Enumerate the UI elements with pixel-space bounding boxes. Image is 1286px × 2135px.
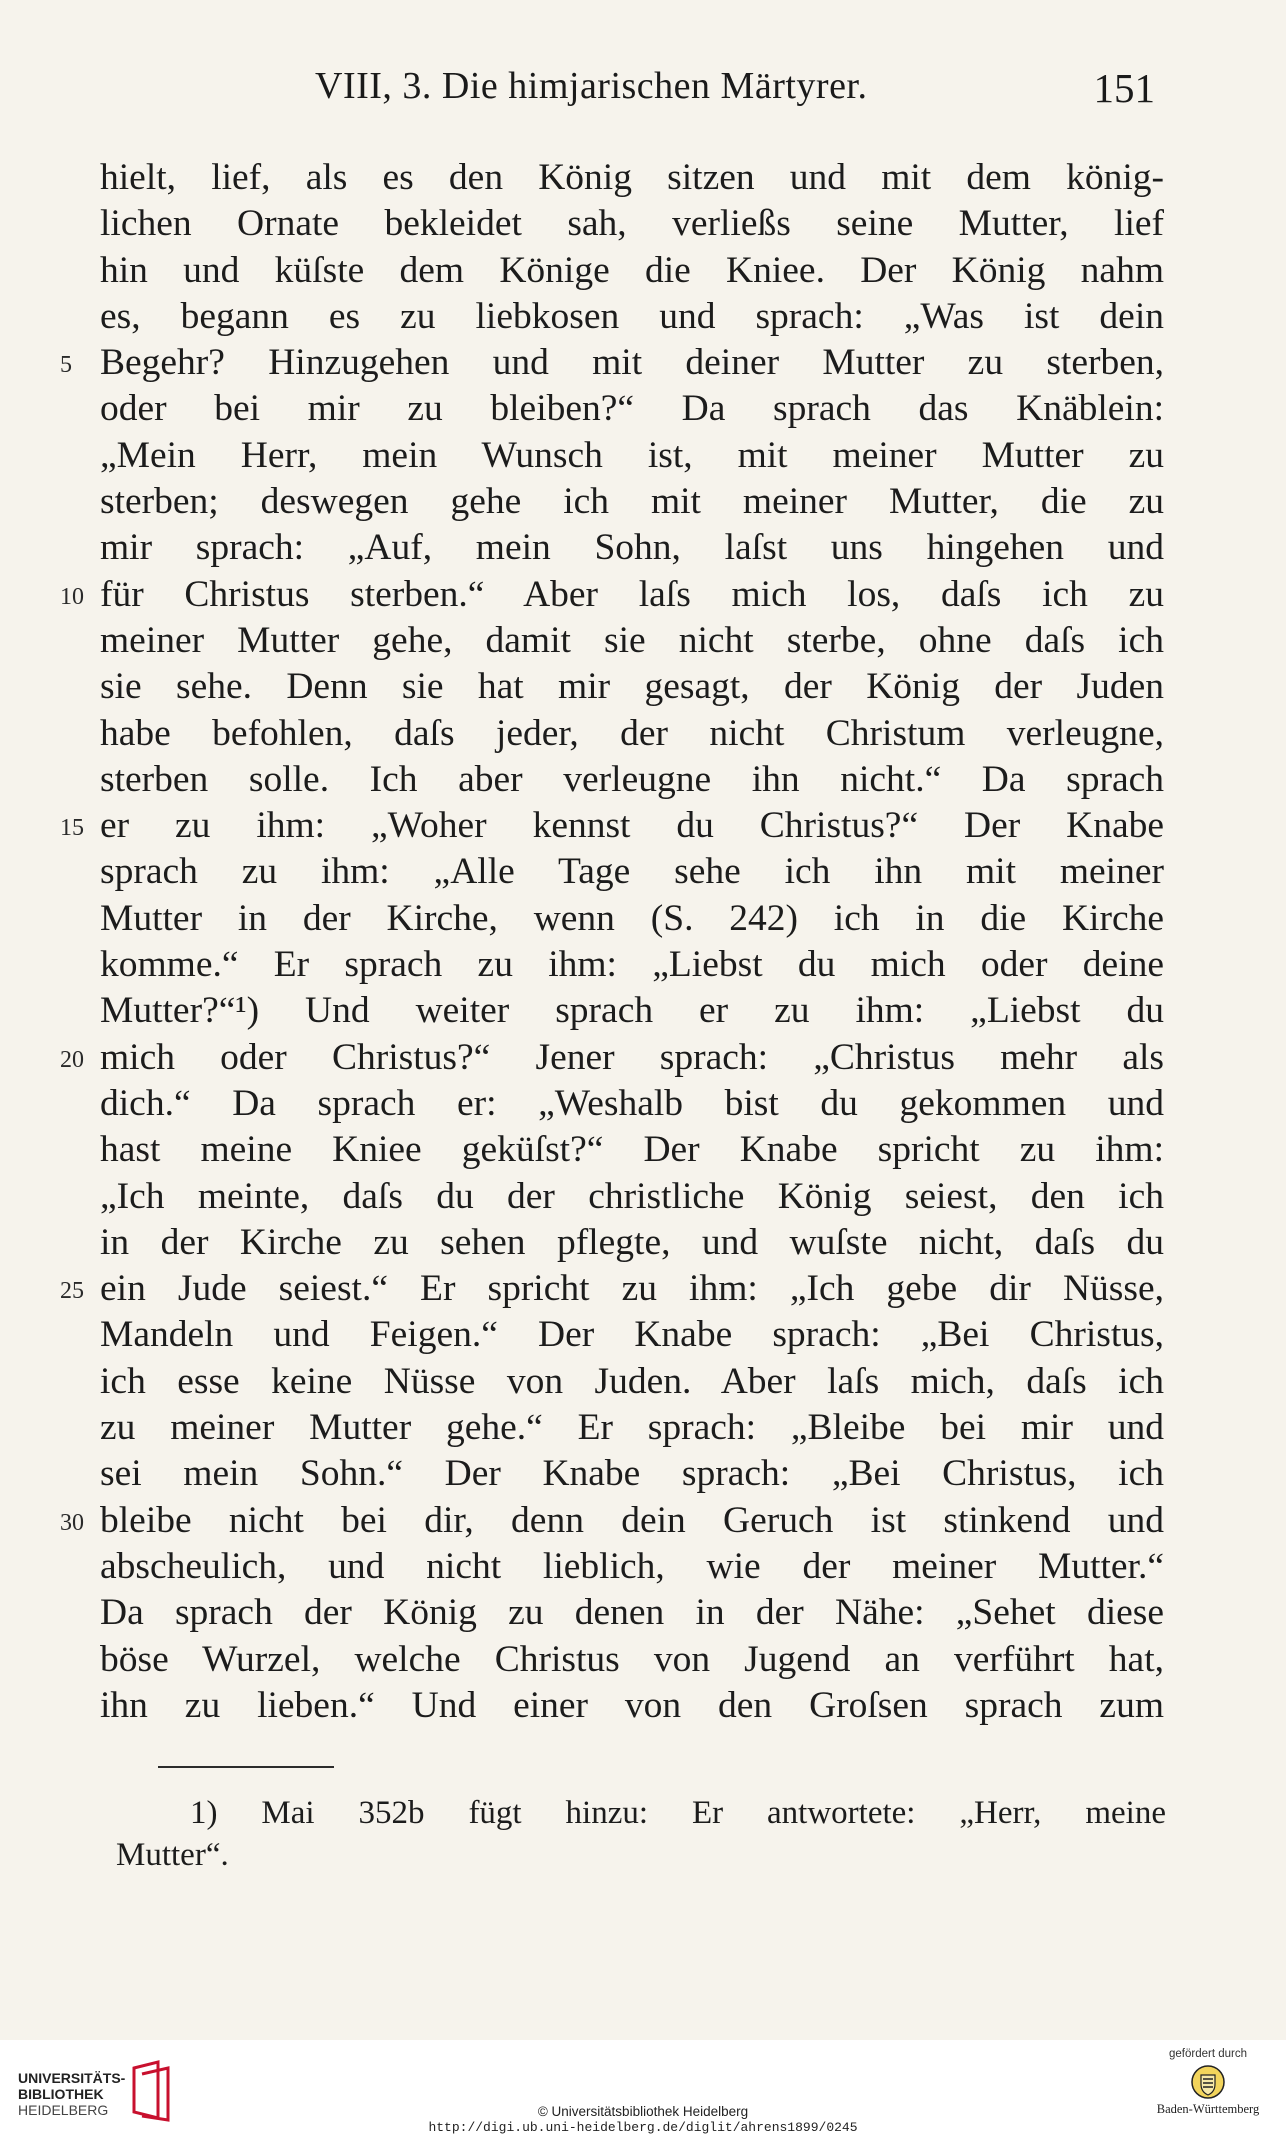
line-number: 5 (60, 352, 72, 379)
text-line: Mutter in der Kirche, wenn (S. 242) ich in die Kirche (100, 897, 1164, 939)
library-name-line: UNIVERSITÄTS- (18, 2070, 126, 2086)
text-line: er zu ihm: „Woher kennst du Christus?“ Der Knabe 15 (100, 803, 1164, 849)
text-line: in der Kirche zu sehen pflegte, und wuſste nicht, daſs du (100, 1221, 1164, 1263)
line-number: 10 (60, 583, 84, 610)
footnote (116, 1792, 1166, 1876)
footnote-rule (158, 1766, 334, 1768)
permalink-url[interactable]: http://digi.ub.uni-heidelberg.de/diglit/ahrens1899/0245 (428, 2120, 858, 2135)
text-line: ich esse keine Nüsse von Juden. Aber laſs mich, daſs ich (100, 1360, 1164, 1402)
text-line: es, begann es zu liebkosen und sprach: „Was ist dein (100, 295, 1164, 337)
funder-name: Baden-Württemberg (1156, 2102, 1260, 2116)
text-line: für Christus sterben.“ Aber laſs mich los, daſs ich zu 10 (100, 572, 1164, 618)
text-line: oder bei mir zu bleiben?“ Da sprach das Knäblein: (100, 388, 1164, 430)
main-text (60, 155, 1164, 1729)
text-line: Mandeln und Feigen.“ Der Knabe sprach: „Bei Christus, (100, 1314, 1164, 1356)
running-title: VIII, 3. Die himjarischen Märtyrer. (315, 65, 868, 107)
line-number: 30 (60, 1509, 84, 1536)
text-line: sei mein Sohn.“ Der Knabe sprach: „Bei Christus, ich (100, 1453, 1164, 1495)
text-line: dich.“ Da sprach er: „Weshalb bist du gekommen und (100, 1082, 1164, 1124)
digitization-footer (0, 2040, 1286, 2134)
text-line: sterben; deswegen gehe ich mit meiner Mutter, die zu (100, 481, 1164, 523)
text-line: Da sprach der König zu denen in der Nähe: „Sehet diese (100, 1592, 1164, 1634)
text-line: sie sehe. Denn sie hat mir gesagt, der König der Juden (100, 666, 1164, 708)
page-number: 151 (1093, 65, 1155, 111)
text-line: meiner Mutter gehe, damit sie nicht sterbe, ohne daſs ich (100, 619, 1164, 661)
footnote-line: 1) Mai 352b fügt hinzu: Er antwortete: „Herr, meine (190, 1795, 1166, 1831)
text-line: ein Jude seiest.“ Er spricht zu ihm: „Ich gebe dir Nüsse, 25 (100, 1266, 1164, 1312)
text-line: „Ich meinte, daſs du der christliche König seiest, den ich (100, 1175, 1164, 1217)
text-line: sprach zu ihm: „Alle Tage sehe ich ihn mit meiner (100, 851, 1164, 893)
text-line: mir sprach: „Auf, mein Sohn, laſst uns hingehen und (100, 527, 1164, 569)
library-name-line: HEIDELBERG (18, 2102, 109, 2118)
line-number: 15 (60, 815, 84, 842)
library-name-line: BIBLIOTHEK (18, 2086, 104, 2102)
text-line: ihn zu lieben.“ Und einer von den Groſsen sprach zum (100, 1684, 1164, 1726)
text-line: hast meine Kniee geküſst?“ Der Knabe spricht zu ihm: (100, 1129, 1164, 1171)
coat-of-arms-icon (1190, 2064, 1226, 2100)
text-line: hin und küſste dem Könige die Kniee. Der König nahm (100, 249, 1164, 291)
text-line: abscheulich, und nicht lieblich, wie der meiner Mutter.“ (100, 1545, 1164, 1587)
text-line: komme.“ Er sprach zu ihm: „Liebst du mich oder deine (100, 944, 1164, 986)
text-line: Begehr? Hinzugehen und mit deiner Mutter zu sterben, 5 (100, 340, 1164, 386)
funded-by-label: gefördert durch (1169, 2048, 1247, 2060)
line-number: 20 (60, 1046, 84, 1073)
copyright-notice: © Universitätsbibliothek Heidelberg (537, 2104, 749, 2119)
text-line: hielt, lief, als es den König sitzen und mit dem könig- (100, 157, 1164, 198)
line-number: 25 (60, 1278, 84, 1305)
text-line: „Mein Herr, mein Wunsch ist, mit meiner Mutter zu (100, 434, 1164, 476)
text-line: Mutter?“¹) Und weiter sprach er zu ihm: „Liebst du (100, 990, 1164, 1032)
text-line: böse Wurzel, welche Christus von Jugend an verführt hat, (100, 1638, 1164, 1680)
text-line: mich oder Christus?“ Jener sprach: „Christus mehr als 20 (100, 1035, 1164, 1081)
text-line: habe befohlen, daſs jeder, der nicht Christum verleugne, (100, 712, 1164, 754)
text-line: zu meiner Mutter gehe.“ Er sprach: „Bleibe bei mir und (100, 1407, 1164, 1449)
funder-block (1148, 2048, 1268, 2117)
text-line: sterben solle. Ich aber verleugne ihn nicht.“ Da sprach (100, 758, 1164, 800)
text-line: bleibe nicht bei dir, denn dein Geruch ist stinkend und 30 (100, 1498, 1164, 1544)
text-line: lichen Ornate bekleidet sah, verließs seine Mutter, lief (100, 203, 1164, 245)
footnote-line: Mutter“. (116, 1837, 229, 1873)
